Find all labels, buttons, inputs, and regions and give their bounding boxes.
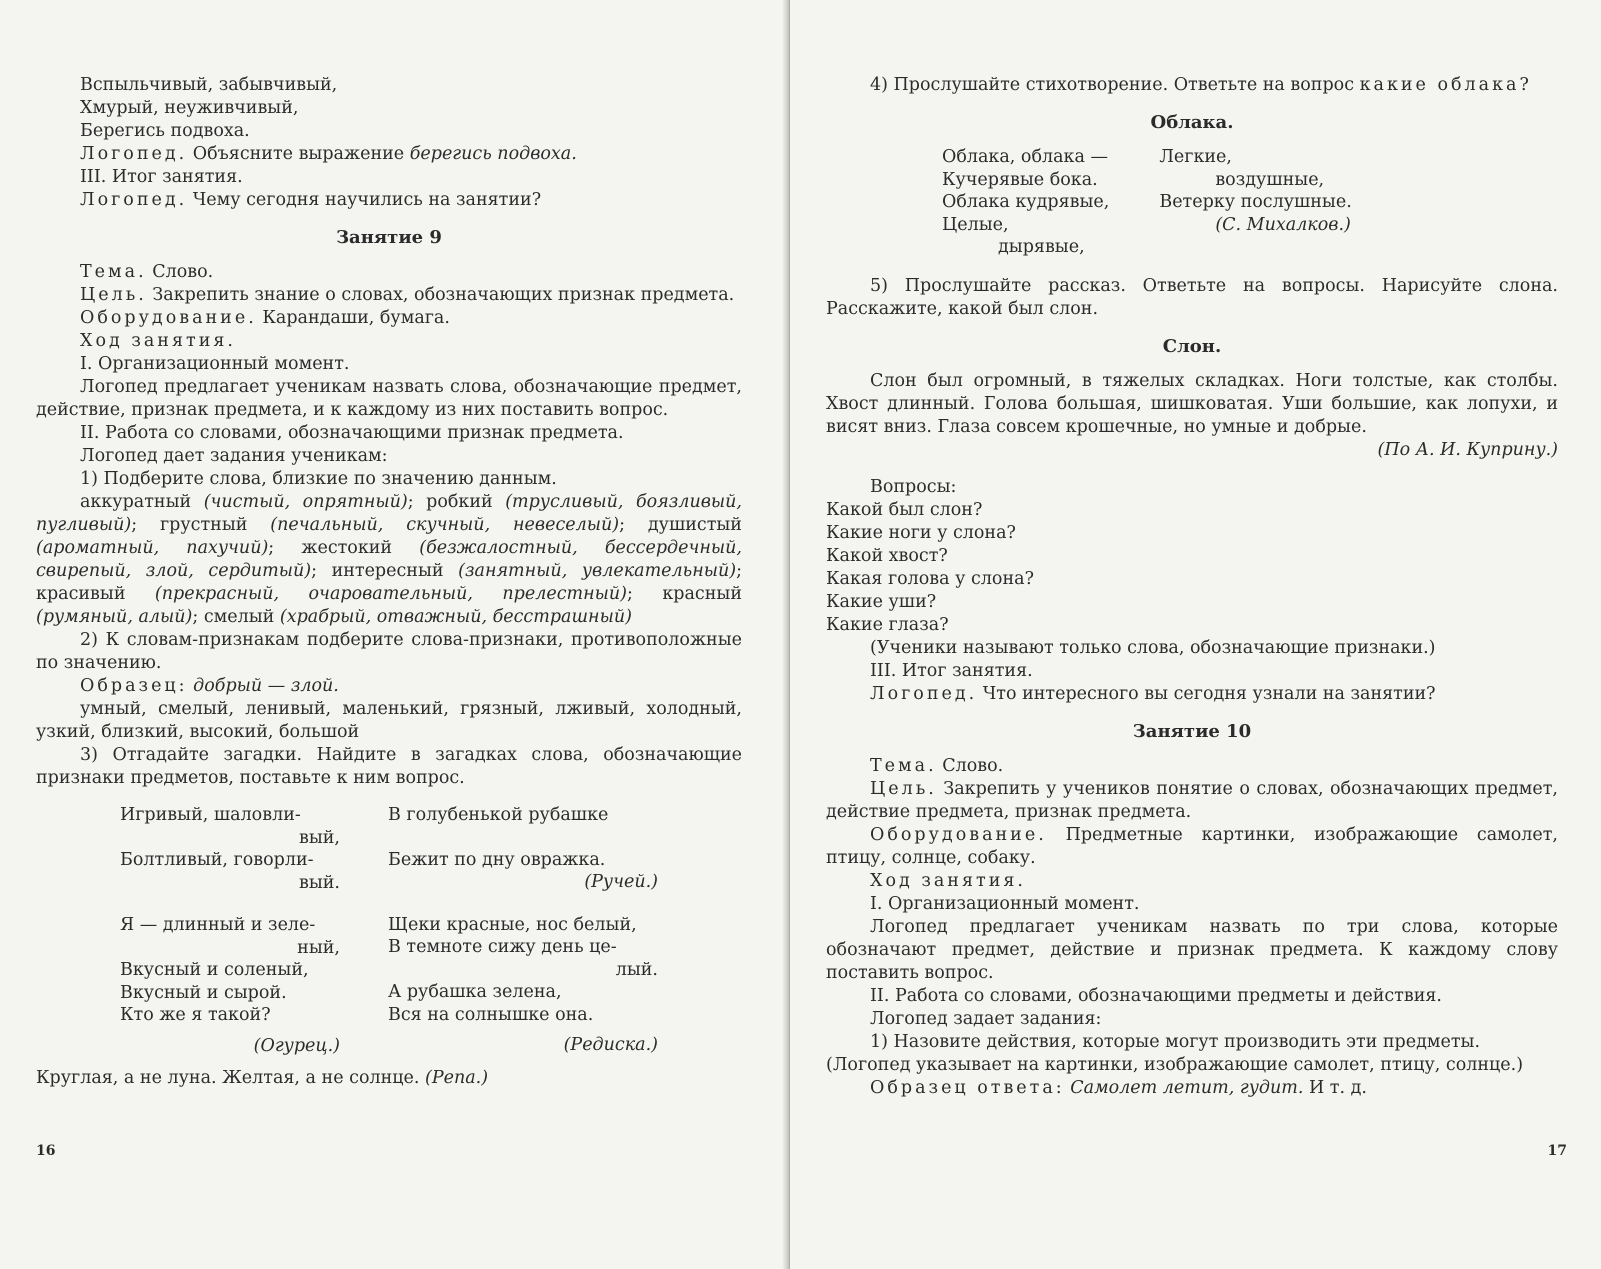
syn-variants: (занятный, увлекательный) (458, 561, 737, 581)
task-2: 2) К словам-признакам подберите слова-признаки, противоположные по значению. (36, 630, 742, 673)
syn-word: жестокий (301, 538, 420, 558)
lesson-10-heading: Занятие 10 (1132, 720, 1252, 742)
riddle-answer: (Огурец.) (253, 1035, 340, 1056)
poem-column-right (1159, 146, 1351, 259)
story-source: (По А. И. Куприну.) (1377, 439, 1558, 460)
task-5: 5) Прослушайте рассказ. Ответьте на вопросы. Нарисуйте слона. Расскажите, какой был слон. (826, 275, 1558, 319)
question-line: Какие уши? (826, 591, 937, 612)
poem-author: (С. Михалков.) (1215, 214, 1351, 235)
riddle-line: ный, (297, 937, 340, 958)
syn-word: смелый (203, 607, 280, 627)
syn-word: красный (662, 584, 742, 604)
org-moment: I. Организационный момент. (870, 893, 1140, 914)
page-number: 17 (1547, 1143, 1567, 1159)
questions-label: Вопросы: (870, 476, 957, 497)
verse-line: Вспыльчивый, забывчивый, (80, 75, 338, 95)
poem-title: Облака. (1150, 112, 1234, 133)
syn-word: душистый (647, 515, 742, 535)
syn-variants: (румяный, алый) (36, 607, 193, 627)
syn-word: интересный (331, 561, 459, 581)
cel: Цель. Закрепить у учеников понятие о словах, обозначающих предмет, действие предмета, признак предмета. (826, 778, 1558, 822)
pupils-note: (Ученики называют только слова, обозначающие признаки.) (870, 637, 1436, 658)
riddle-stream-radish (388, 804, 658, 1057)
page-right-content (826, 74, 1558, 1100)
riddle-turnip: Круглая, а не луна. Желтая, а не солнце. (Репа.) (36, 1068, 489, 1088)
poem-clouds (942, 146, 1558, 259)
syn-word: аккуратный (80, 492, 204, 512)
paragraph-interest: Логопед. Что интересного вы сегодня узнали на занятии? (870, 683, 1436, 704)
hod-zanyatiya: Ход занятия. (80, 331, 236, 351)
riddle-line: лый. (615, 959, 658, 980)
riddle-line: Бежит по дну овражка. (388, 849, 606, 870)
cel: Цель. Закрепить знание о словах, обозначающих признак предмета. (80, 285, 735, 305)
riddle-answer: (Редиска.) (563, 1035, 658, 1055)
syn-word: грустный (160, 515, 271, 535)
riddle-line: В голубенькой рубашке (388, 805, 609, 825)
poem-line: Облака, облака — (942, 147, 1108, 167)
syn-word: робкий (426, 492, 506, 512)
syn-variants: (ароматный, пахучий) (36, 538, 269, 558)
paragraph-intro: Логопед предлагает ученикам назвать слова, обозначающие предмет, действие, признак предмета, и к каждому из них поставить вопрос. (36, 377, 742, 420)
poem-line: Кучерявые бока. (942, 169, 1098, 190)
syn-variants: (трусливый, боязливый, пугливый) (36, 492, 742, 535)
oborudovanie: Оборудование. Предметные картинки, изображающие самолет, птицу, солнце, собаку. (826, 824, 1558, 868)
syn-variants: (чистый, опрятный) (203, 492, 408, 512)
tema: Тема. Слово. (870, 755, 1004, 776)
paragraph-work: II. Работа со словами, обозначающими предметы и действия. (870, 985, 1442, 1006)
riddle-line: Я — длинный и зеле- (120, 915, 316, 935)
task-1: 1) Назовите действия, которые могут производить эти предметы. (870, 1031, 1481, 1052)
riddle-line: Кто же я такой? (120, 1005, 271, 1025)
question-line: Какие ноги у слона? (826, 522, 1016, 543)
verse-line: Хмурый, неуживчивый, (80, 98, 299, 118)
paragraph-explain: Логопед. Объясните выражение берегись подвоха. (80, 144, 577, 164)
riddle-line: Вкусный и сырой. (120, 982, 287, 1003)
org-moment: I. Организационный момент. (80, 354, 350, 374)
question-line: Какие глаза? (826, 614, 949, 635)
question-line: Какая голова у слона? (826, 568, 1034, 589)
syn-variants: (прекрасный, очаровательный, прелестный) (154, 584, 628, 604)
poem-column-left (942, 146, 1109, 259)
hod-zanyatiya: Ход занятия. (870, 870, 1026, 891)
task-1: 1) Подберите слова, близкие по значению данным. (80, 469, 557, 489)
poem-line: Легкие, (1159, 147, 1232, 167)
question-line: Какой был слон? (826, 499, 983, 520)
page-left (0, 0, 788, 1269)
paragraph-itog: III. Итог занятия. (80, 167, 243, 187)
lesson-9-heading: Занятие 9 (336, 227, 442, 248)
task-4: 4) Прослушайте стихотворение. Ответьте на вопрос какие облака? (870, 75, 1532, 95)
riddles-block (36, 804, 742, 1057)
paragraph-today: Логопед. Чему сегодня научились на занятии? (80, 190, 542, 210)
poem-line: Ветерку послушные. (1159, 192, 1352, 212)
riddle-line: вый. (298, 872, 340, 893)
riddle-line: Вкусный и соленый, (120, 960, 309, 980)
riddle-line: В темноте сижу день це- (388, 937, 617, 957)
paragraph-itog: III. Итог занятия. (870, 660, 1033, 681)
obrazec: Образец: добрый — злой. (80, 676, 339, 696)
riddle-cucumber (120, 804, 340, 1057)
question-line: Какой хвост? (826, 545, 948, 566)
poem-line: воздушные, (1215, 169, 1325, 190)
tema: Тема. Слово. (80, 262, 214, 282)
poem-line: дырявые, (998, 237, 1085, 257)
verse-line: Берегись подвоха. (80, 121, 250, 141)
syn-word: красивый (36, 584, 155, 604)
riddle-line: Щеки красные, нос белый, (388, 914, 637, 935)
riddle-line: Игривый, шаловли- (120, 805, 301, 825)
pictures-note: (Логопед указывает на картинки, изображающие самолет, птицу, солнце.) (826, 1054, 1524, 1075)
riddle-line: А рубашка зелена, (388, 982, 562, 1002)
riddle-line: Болтливый, говорли- (120, 850, 314, 870)
page-number: 16 (36, 1143, 56, 1159)
syn-variants: (безжалостный, бессердечный, свирепый, злой, сердитый) (36, 538, 742, 581)
synonyms-list: аккуратный (чистый, опрятный); робкий (трусливый, боязливый, пугливый); грустный (печальный, скучный, невеселый); душистый (ароматный, пахучий); жестокий (безжалостный, бессердечный, свирепый, злой, сердитый); интересный (занятный, увлекательный); красивый (прекрасный, очаровательный, прелестный); красный (румяный, алый); смелый (храбрый, отважный, бесстрашный) (36, 492, 742, 627)
paragraph-tasks: Логопед задает задания: (870, 1008, 1102, 1029)
task-3: 3) Отгадайте загадки. Найдите в загадках слова, обозначающие признаки предметов, поставьте к ним вопрос. (36, 745, 742, 788)
riddle-answer: (Ручей.) (584, 872, 658, 892)
syn-variants: (печальный, скучный, невеселый) (270, 515, 620, 535)
oborudovanie: Оборудование. Карандаши, бумага. (80, 308, 450, 328)
syn-variants: (храбрый, отважный, бесстрашный) (279, 607, 632, 627)
antonym-words: умный, смелый, ленивый, маленький, грязный, лживый, холодный, узкий, близкий, высокий, большой (36, 699, 742, 742)
page-left-content (36, 74, 742, 1090)
riddle-line: Вся на солнышке она. (388, 1004, 594, 1025)
page-right (790, 0, 1601, 1269)
poem-line: Облака кудрявые, (942, 192, 1110, 212)
paragraph-intro: Логопед предлагает ученикам назвать по три слова, которые обозначают предмет, действие и признак предмета. К каждому слову поставить вопрос. (826, 916, 1558, 983)
story-title: Слон. (1162, 335, 1222, 357)
story-elephant: Слон был огромный, в тяжелых складках. Ноги толстые, как столбы. Хвост длинный. Голова большая, шишковатая. Уши большие, как лопухи, и висят вниз. Глаза совсем крошечные, но умные и добрые. (826, 370, 1558, 437)
riddle-line: вый, (298, 827, 340, 848)
obrazec-otveta: Образец ответа: Самолет летит, гудит. И т. д. (870, 1077, 1367, 1098)
paragraph-work: II. Работа со словами, обозначающими признак предмета. (80, 423, 624, 443)
poem-line: Целые, (942, 214, 1009, 235)
paragraph-tasks: Логопед дает задания ученикам: (80, 446, 388, 466)
